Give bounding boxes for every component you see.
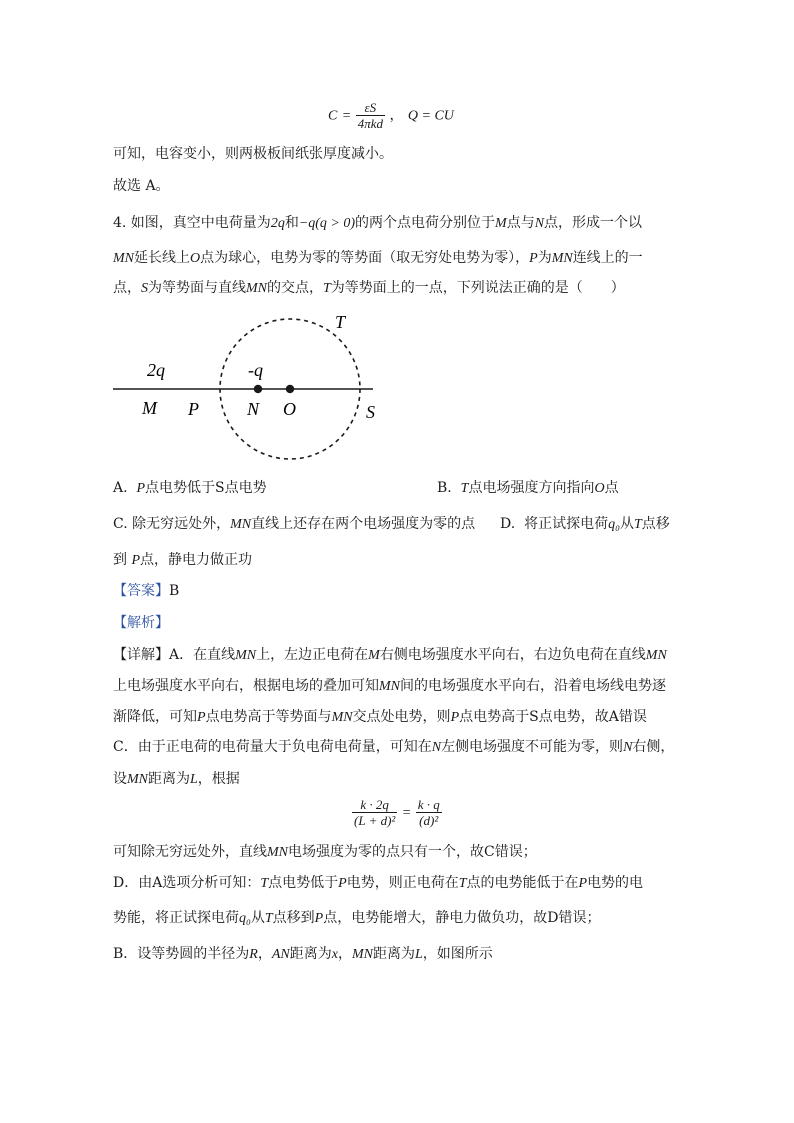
- text-line: [113, 144, 393, 164]
- label-O: O: [283, 399, 296, 419]
- math-span: MN: [230, 517, 252, 532]
- math-span: MN: [235, 648, 257, 663]
- math-span: L: [190, 772, 198, 787]
- text-span: 点的电势能低于在: [466, 875, 579, 891]
- label-T: T: [335, 312, 346, 332]
- option-B: [437, 478, 619, 499]
- math-span: MN: [551, 251, 573, 266]
- question-4-line-3: [113, 278, 625, 299]
- math-span: L: [414, 947, 423, 962]
- math-span: P: [529, 251, 538, 266]
- text-span: 故选 A。: [113, 178, 170, 194]
- text-span: 点电势高于等势面与: [205, 709, 332, 725]
- math-span: MN: [645, 648, 667, 663]
- detail-line-6: [113, 842, 537, 863]
- text-span: 点电势低于: [268, 875, 339, 891]
- math-span: q₀: [239, 911, 251, 926]
- text-span: 直线上还存在两个电场强度为零的点: [251, 516, 476, 532]
- text-span: 从: [250, 910, 265, 926]
- text-span: 从: [619, 516, 634, 532]
- math-span: P: [197, 710, 206, 725]
- formula-fraction: [356, 100, 385, 131]
- charge-N-dot: [254, 385, 262, 393]
- text-span: 点，电势能增大，静电力做负功，故D错误；: [323, 910, 601, 926]
- text-span: 点，: [113, 280, 141, 296]
- formula-numerator: εS: [356, 100, 385, 116]
- math-span: R: [249, 947, 258, 962]
- math-span: N: [534, 216, 545, 231]
- text-span: 点电势高于S点电势，故A错误: [459, 709, 647, 725]
- text-span: 点移到: [272, 910, 315, 926]
- math-span: T: [260, 876, 269, 891]
- option-A: [113, 478, 267, 499]
- answer-tag: 【答案】: [113, 583, 169, 599]
- math-span: MN: [351, 947, 373, 962]
- text-span: 的交点，: [267, 280, 323, 296]
- text-span: B．设等势圆的半径为: [113, 946, 250, 962]
- text-span: 4. 如图，真空中电荷量为: [113, 215, 271, 231]
- math-span: P: [338, 876, 347, 891]
- detail-tag: 【详解】: [113, 647, 169, 663]
- math-span: MN: [267, 845, 288, 860]
- text-span: 上，左边正电荷在: [256, 647, 369, 663]
- text-span: 为等势面与直线: [148, 280, 246, 296]
- text-span: 左侧电场强度不可能为零，则: [441, 739, 624, 755]
- formula-sep: ，: [389, 107, 404, 124]
- text-span: 间的电场强度水平向右，沿着电场线电势逐: [400, 678, 666, 694]
- text-span: 点电势低于S点电势: [145, 480, 267, 496]
- math-span: N: [623, 740, 633, 755]
- detail-line-9: [113, 944, 493, 965]
- label-N: N: [247, 399, 260, 419]
- analysis-tag: 【解析】: [113, 615, 169, 631]
- math-span: O: [190, 251, 201, 266]
- text-span: 点为球心，电势为零的等势面（取无穷处电势为零），: [200, 250, 530, 266]
- text-span: 到: [113, 552, 127, 568]
- math-span: P: [131, 553, 141, 568]
- math-span: T: [264, 911, 273, 926]
- answer-value: B: [169, 583, 180, 599]
- math-span: x: [331, 947, 338, 962]
- option-D-cont: [113, 550, 252, 571]
- text-span: 右侧电场强度水平向右，右边负电荷在直线: [379, 647, 646, 663]
- text-span: 电势的电: [587, 875, 644, 891]
- label-charge-N: -q: [248, 360, 263, 380]
- formula-eq: =: [341, 108, 352, 124]
- text-span: 将正试探电荷: [524, 516, 609, 532]
- text-span: 渐降低，可知: [113, 709, 197, 725]
- text-span: 点，形成一个以: [544, 215, 643, 231]
- text-span: 势能，将正试探电荷: [113, 910, 239, 926]
- option-label: A.: [113, 480, 128, 496]
- math-span: M: [495, 216, 507, 231]
- math-span: P: [450, 710, 460, 725]
- math-span: T: [458, 876, 467, 891]
- formula-eq: =: [401, 805, 412, 821]
- math-span: q₀: [608, 517, 620, 532]
- denominator-right: (d)²: [419, 813, 439, 828]
- math-span: M: [368, 648, 380, 663]
- math-span: P: [136, 481, 146, 496]
- equipotential-figure: [105, 308, 395, 468]
- option-label: B.: [437, 480, 452, 496]
- analysis-line: [113, 613, 169, 633]
- text-span: 可知，电容变小，则两极板间纸张厚度减小。: [113, 146, 393, 162]
- option-C: [113, 514, 475, 535]
- formula-C: C: [328, 108, 338, 124]
- formula-capacitance: [328, 100, 454, 131]
- text-span: 距离为: [372, 946, 415, 962]
- text-span: ，如图所示: [422, 946, 493, 962]
- text-span: ，根据: [197, 771, 240, 787]
- math-span: AN: [271, 947, 290, 962]
- text-line: [113, 176, 170, 196]
- math-span: MN: [127, 772, 148, 787]
- text-span: 交点处电势，则: [352, 709, 451, 725]
- text-span: C．由于正电荷的电荷量大于负电荷电荷量，可知在: [113, 739, 432, 755]
- text-span: 上电场强度水平向右，根据电场的叠加可知: [113, 678, 379, 694]
- math-span: S: [141, 281, 148, 296]
- fraction-left: [352, 797, 397, 828]
- numerator-right: k · q: [417, 797, 440, 812]
- option-label: D.: [500, 516, 516, 532]
- math-span: MN: [246, 281, 267, 296]
- text-span: 电势，则正电荷在: [346, 875, 459, 891]
- detail-line-4: [113, 737, 674, 758]
- question-4-line-1: [113, 213, 642, 234]
- text-span: 可知除无穷远处外，直线: [113, 844, 267, 860]
- label-charge-M: 2q: [147, 360, 165, 380]
- text-span: 电场强度为零的点只有一个，故C错误；: [288, 844, 537, 860]
- label-M: M: [142, 398, 157, 418]
- text-span: D．由A选项分析可知：: [113, 875, 261, 891]
- text-span: 连线上的一: [572, 250, 643, 266]
- math-span: MN: [331, 710, 353, 725]
- math-span: O: [594, 481, 605, 496]
- math-span: T: [460, 481, 469, 496]
- option-label: C.: [113, 516, 128, 532]
- option-D: [500, 514, 670, 535]
- detail-line-2: [113, 676, 666, 697]
- text-span: A．在直线: [169, 647, 236, 663]
- text-span: 的两个点电荷分别位于: [355, 215, 496, 231]
- text-span: 和: [284, 215, 299, 231]
- math-span: MN: [113, 251, 134, 266]
- text-span: 点移: [641, 516, 670, 532]
- text-span: 右侧，: [632, 739, 675, 755]
- text-span: 点: [604, 480, 619, 496]
- text-span: ，: [257, 946, 272, 962]
- detail-line-5: [113, 769, 240, 790]
- label-P: P: [188, 399, 199, 419]
- text-span: 点电场强度方向指向: [468, 480, 595, 496]
- detail-line-8: [113, 908, 600, 929]
- text-span: 距离为: [148, 771, 190, 787]
- denominator-left: (L + d)²: [354, 813, 396, 828]
- math-span: MN: [379, 679, 400, 694]
- math-span: P: [314, 911, 324, 926]
- formula-denominator: 4πkd: [357, 116, 383, 131]
- text-span: 除无穷远处外，: [132, 516, 231, 532]
- math-span: N: [431, 740, 442, 755]
- math-span: T: [323, 281, 331, 296]
- text-span: ，: [337, 946, 352, 962]
- question-4-line-2: [113, 248, 643, 269]
- text-span: 距离为: [289, 946, 332, 962]
- text-span: 点与: [506, 215, 535, 231]
- math-span: −q(q > 0): [298, 216, 356, 231]
- detail-line-1: [113, 645, 667, 666]
- text-span: 为: [537, 250, 552, 266]
- fraction-right: [416, 797, 442, 828]
- answer-line: [113, 581, 179, 601]
- math-span: T: [633, 517, 642, 532]
- detail-line-7: [113, 873, 643, 894]
- formula-field-balance: [352, 797, 442, 828]
- label-S: S: [366, 402, 375, 422]
- detail-line-3: [113, 707, 647, 728]
- center-O-dot: [286, 385, 294, 393]
- formula-Q: Q = CU: [407, 108, 454, 124]
- numerator-left: k · 2q: [352, 797, 397, 813]
- text-span: 点，静电力做正功: [140, 552, 253, 568]
- text-span: 延长线上: [134, 250, 190, 266]
- text-span: 设: [113, 771, 127, 787]
- text-span: 为等势面上的一点，下列说法正确的是（ ）: [330, 280, 625, 296]
- math-span: 2q: [270, 216, 285, 231]
- math-span: P: [578, 876, 588, 891]
